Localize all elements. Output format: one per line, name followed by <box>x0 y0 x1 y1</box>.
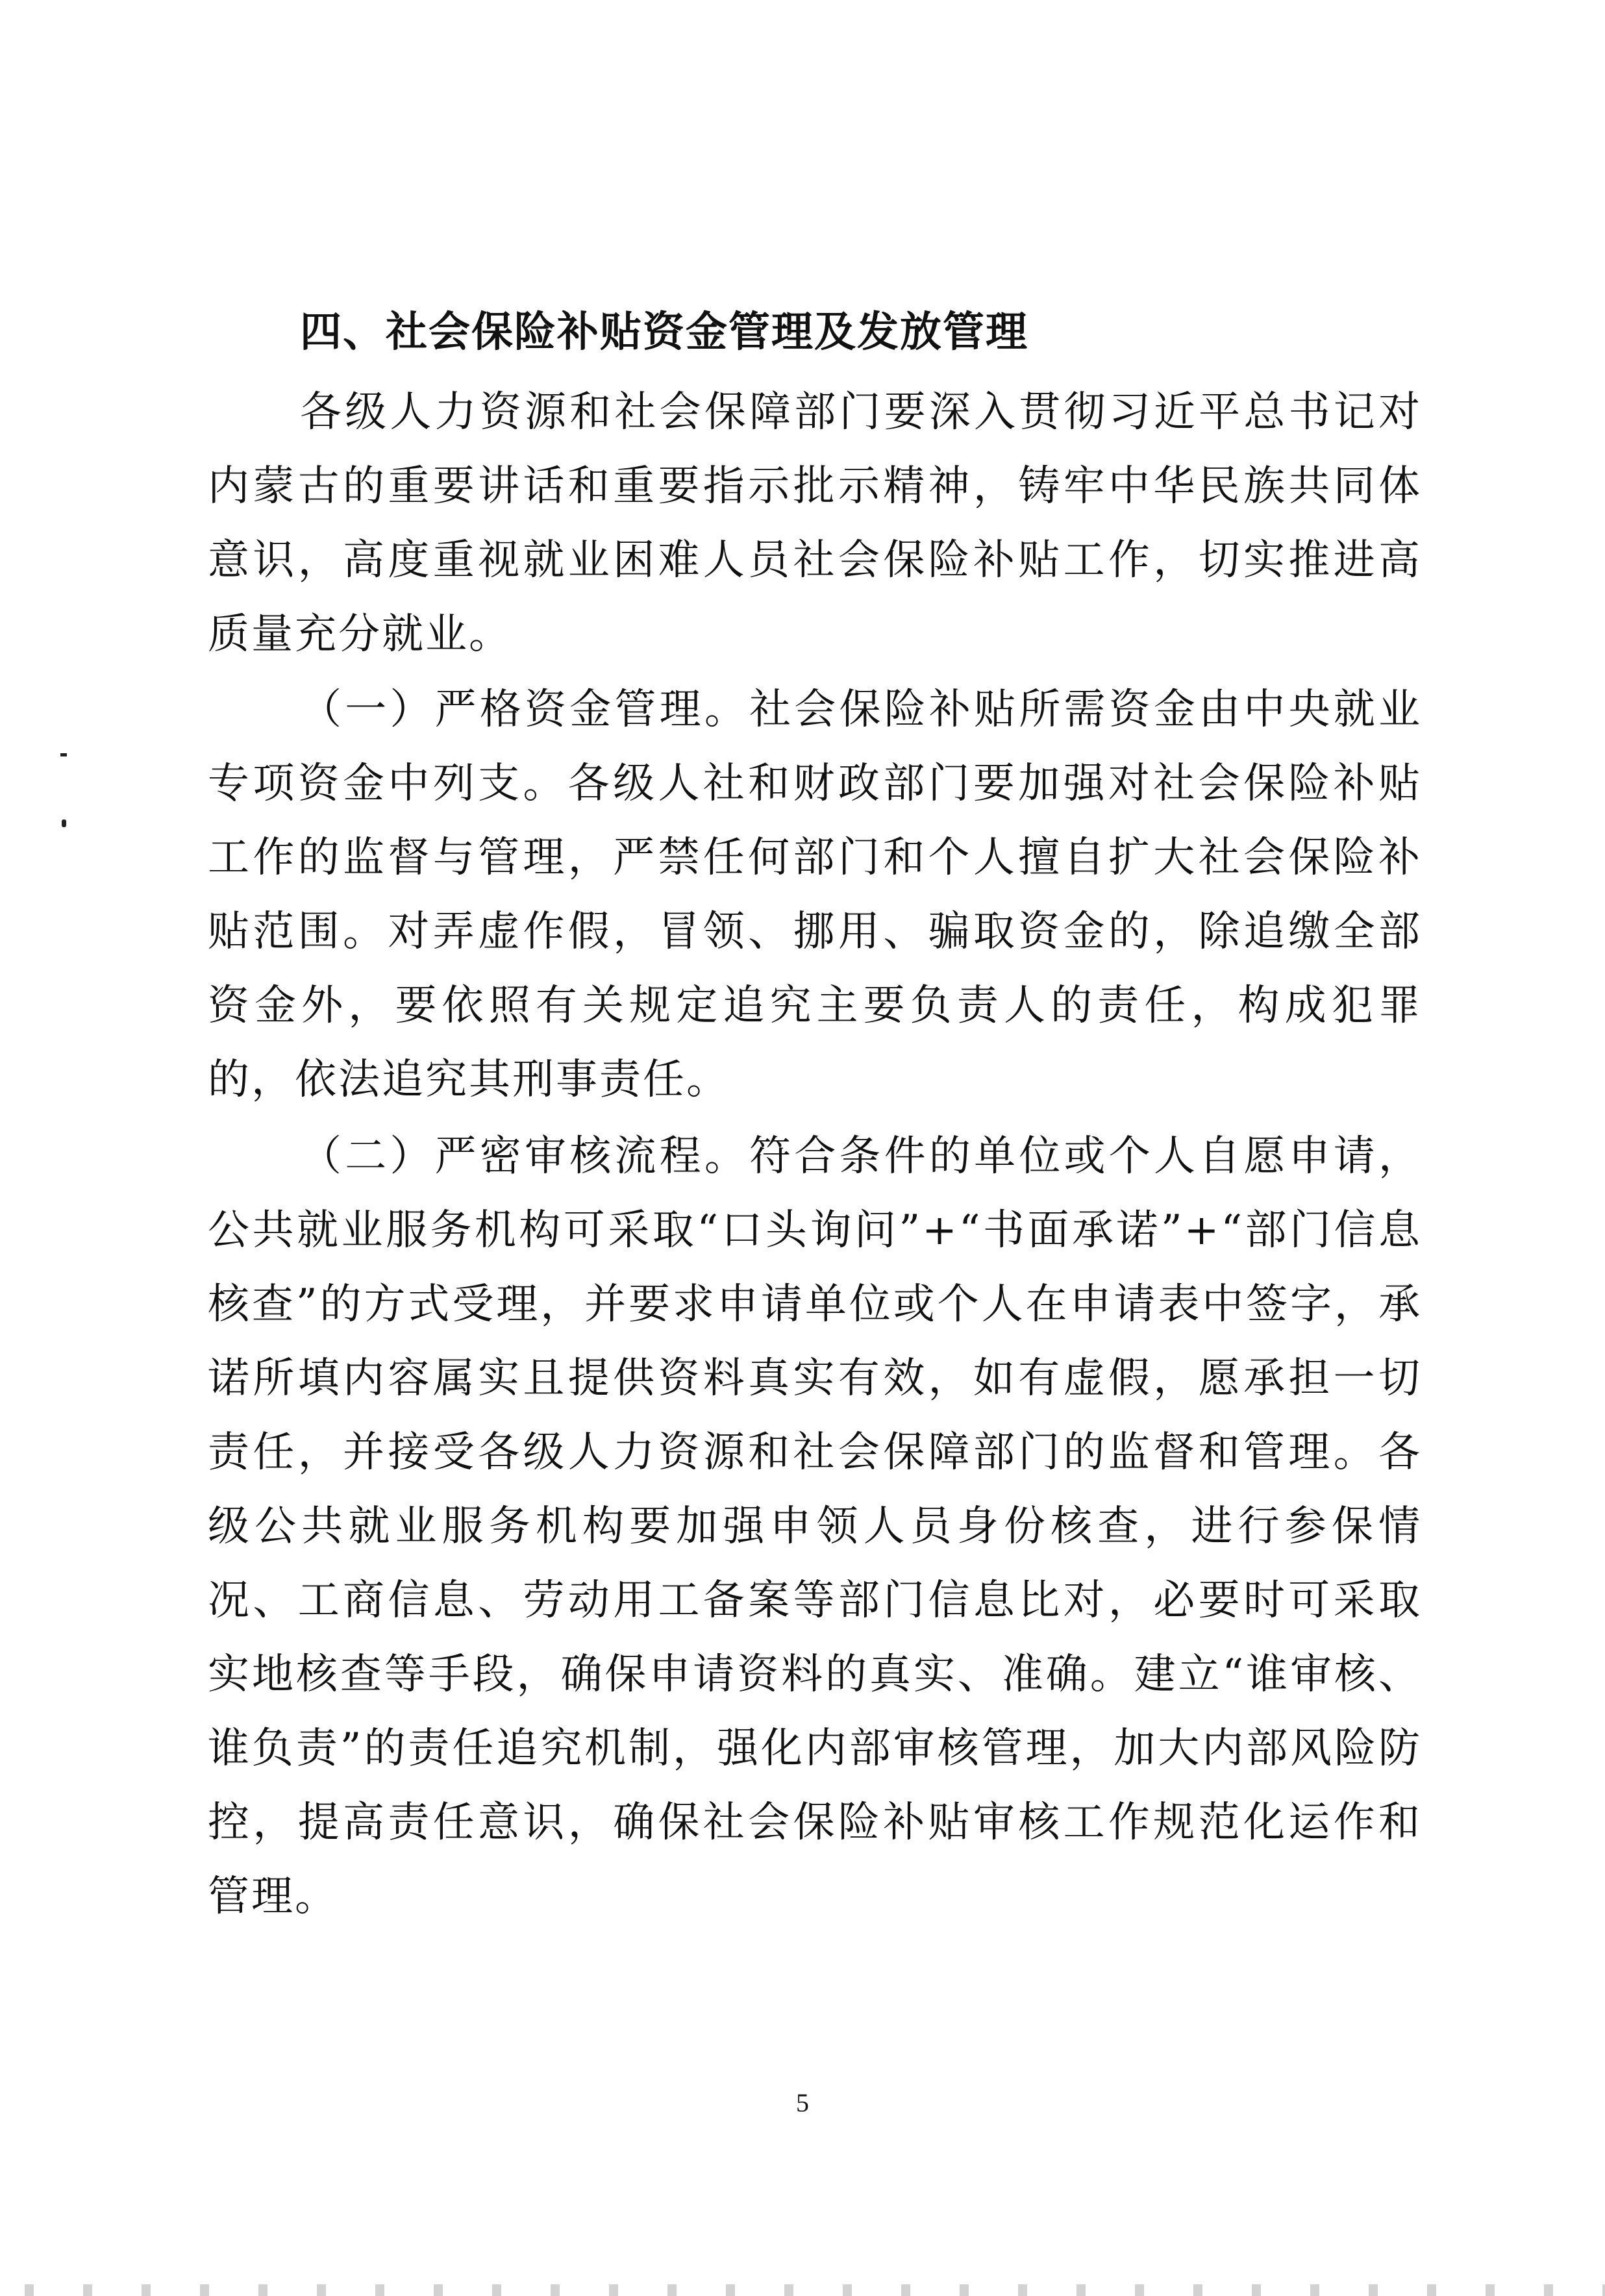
paragraph-review-process: （二）严密审核流程。符合条件的单位或个人自愿申请，公共就业服务机构可采取“口头询问”+“书面承诺”+“部门信息核查”的方式受理，并要求申请单位或个人在申请表中签字，承诺所填内容属实且提供资料真实有效，如有虚假，愿承担一切责任，并接受各级人力资源和社会保障部门的监督和管理。各级公共就业服务机构要加强申领人员身份核查，进行参保情况、工商信息、劳动用工备案等部门信息比对，必要时可采取实地核查等手段，确保申请资料的真实、准确。建立“谁审核、谁负责”的责任追究机制，强化内部审核管理，加大内部风险防控，提高责任意识，确保社会保险补贴审核工作规范化运作和管理。 <box>208 1132 1422 1921</box>
scan-margin-mark <box>60 753 67 756</box>
section-heading: 四、社会保险补贴资金管理及发放管理 <box>300 308 1028 356</box>
page-number: 5 <box>796 2088 809 2117</box>
paragraph-intro: 各级人力资源和社会保障部门要深入贯彻习近平总书记对内蒙古的重要讲话和重要指示批示精神，铸牢中华民族共同体意识，高度重视就业困难人员社会保险补贴工作，切实推进高质量充分就业。 <box>208 388 1422 658</box>
scan-margin-mark <box>62 819 66 827</box>
paragraph-fund-management: （一）严格资金管理。社会保险补贴所需资金由中央就业专项资金中列支。各级人社和财政部门要加强对社会保险补贴工作的监督与管理，严禁任何部门和个人擅自扩大社会保险补贴范围。对弄虚作假，冒领、挪用、骗取资金的，除追缴全部资金外，要依照有关规定追究主要负责人的责任，构成犯罪的，依法追究其刑事责任。 <box>208 686 1422 1104</box>
scan-edge-artifact <box>0 2284 1605 2296</box>
